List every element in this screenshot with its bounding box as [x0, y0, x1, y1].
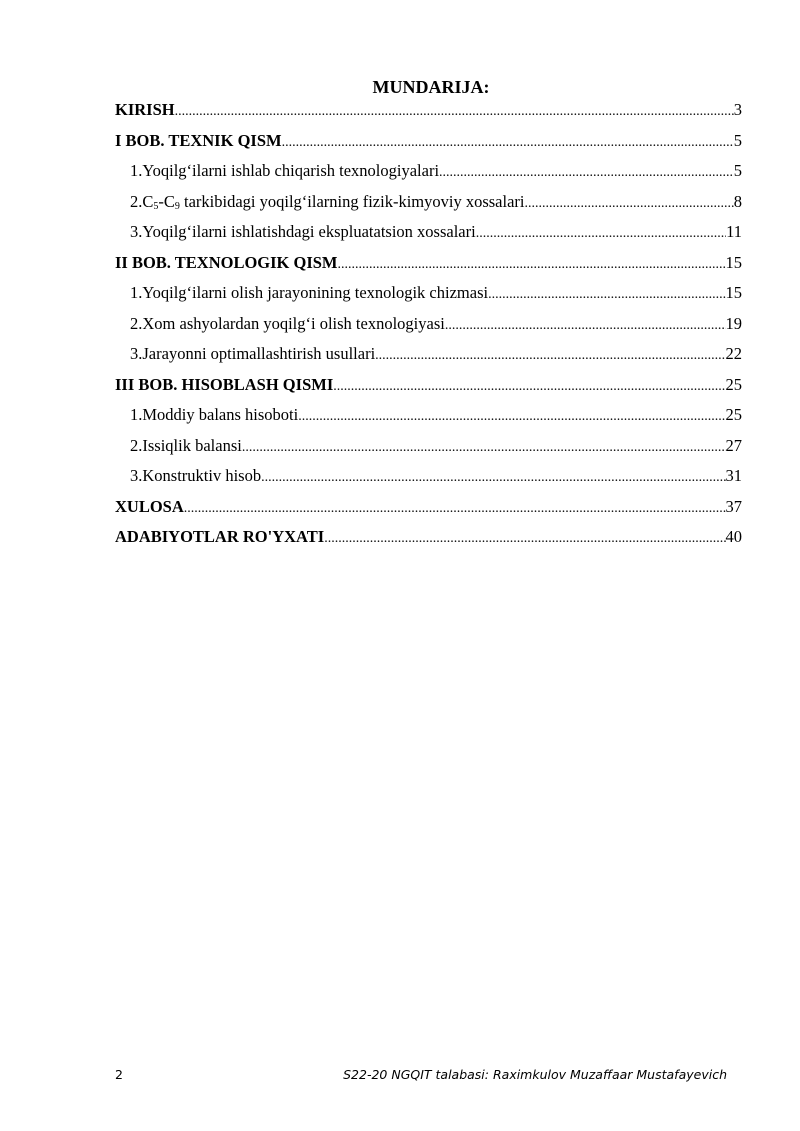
toc-page-number: 25 — [725, 374, 742, 394]
toc-page-number: 22 — [725, 344, 742, 363]
table-of-contents — [115, 99, 742, 557]
toc-entry-1-3[interactable] — [115, 221, 742, 252]
toc-page-number: 40 — [725, 527, 742, 546]
toc-entry-kirish[interactable] — [115, 99, 742, 130]
toc-entry-title: 1.Yoqilg‘ilarni ishlab chiqarish texnologiyalari — [130, 161, 440, 180]
toc-entry-title: 1.Moddiy balans hisoboti — [130, 405, 299, 424]
subscript: 9 — [174, 200, 180, 212]
toc-entry-1-2[interactable] — [115, 191, 742, 222]
toc-entry-title: 3.Yoqilg‘ilarni ishlatishdagi ekspluatatsion xossalari — [130, 222, 476, 241]
dot-leader — [525, 193, 734, 215]
dot-leader — [445, 315, 726, 337]
toc-entry-3-1[interactable] — [115, 404, 742, 435]
toc-entry-2-3[interactable] — [115, 343, 742, 374]
toc-entry-2-1[interactable] — [115, 282, 742, 313]
toc-entry-references[interactable] — [115, 526, 742, 557]
toc-entry-title: KIRISH — [115, 100, 175, 119]
toc-page-number: 8 — [733, 191, 742, 211]
toc-page-number: 3 — [733, 100, 742, 119]
toc-page-number: 27 — [725, 435, 742, 455]
toc-entry-title: III BOB. HISOBLASH QISMI — [115, 374, 334, 394]
dot-leader — [282, 132, 734, 154]
toc-page-number: 19 — [725, 313, 742, 333]
subscript: 5 — [153, 200, 159, 212]
toc-page-number: 5 — [733, 130, 742, 150]
dot-leader — [375, 345, 725, 367]
toc-page-number: 31 — [725, 466, 742, 485]
toc-page-number: 15 — [725, 283, 742, 302]
toc-entry-chapter-2[interactable] — [115, 252, 742, 283]
toc-entry-title: 2.C5-C9 tarkibidagi yoqilg‘ilarning fizik-kimyoviy xossalari — [130, 191, 525, 212]
toc-entry-2-2[interactable] — [115, 313, 742, 344]
footer-page-number: 2 — [115, 1067, 123, 1082]
toc-entry-3-2[interactable] — [115, 435, 742, 466]
footer-author: S22-20 NGQIT talabasi: Raximkulov Muzaffaar Mustafayevich — [343, 1067, 727, 1082]
toc-entry-3-3[interactable] — [115, 465, 742, 496]
toc-page-number: 11 — [726, 222, 742, 241]
toc-title: MUNDARIJA: — [372, 77, 490, 97]
toc-entry-1-1[interactable] — [115, 160, 742, 191]
toc-entry-title: II BOB. TEXNOLOGIK QISM — [115, 252, 338, 272]
dot-leader — [338, 254, 726, 276]
toc-entry-title: 2.Xom ashyolardan yoqilg‘i olish texnologiyasi — [130, 313, 445, 333]
toc-entry-xulosa[interactable] — [115, 496, 742, 527]
dot-leader — [242, 437, 726, 459]
dot-leader — [439, 162, 734, 184]
toc-entry-title: 3.Konstruktiv hisob — [130, 466, 262, 485]
toc-entry-title: 3.Jarayonni optimallashtirish usullari — [130, 344, 376, 363]
dot-leader — [175, 101, 734, 123]
toc-entry-chapter-1[interactable] — [115, 130, 742, 161]
toc-entry-title: 1.Yoqilg‘ilarni olish jarayonining texnologik chizmasi — [130, 283, 489, 302]
toc-entry-title: I BOB. TEXNIK QISM — [115, 130, 282, 150]
dot-leader — [476, 223, 726, 245]
toc-entry-chapter-3[interactable] — [115, 374, 742, 405]
toc-page-number: 5 — [733, 161, 742, 180]
dot-leader — [184, 498, 726, 520]
toc-entry-title: ADABIYOTLAR RO'YXATI — [115, 527, 325, 546]
toc-page-number: 37 — [725, 496, 742, 516]
dot-leader — [333, 376, 725, 398]
dot-leader — [324, 528, 725, 550]
dot-leader — [298, 406, 725, 428]
toc-page-number: 15 — [725, 252, 742, 272]
toc-entry-title: 2.Issiqlik balansi — [130, 435, 242, 455]
toc-page-number: 25 — [725, 405, 742, 424]
dot-leader — [261, 467, 725, 489]
dot-leader — [488, 284, 725, 306]
toc-entry-title: XULOSA — [115, 496, 184, 516]
